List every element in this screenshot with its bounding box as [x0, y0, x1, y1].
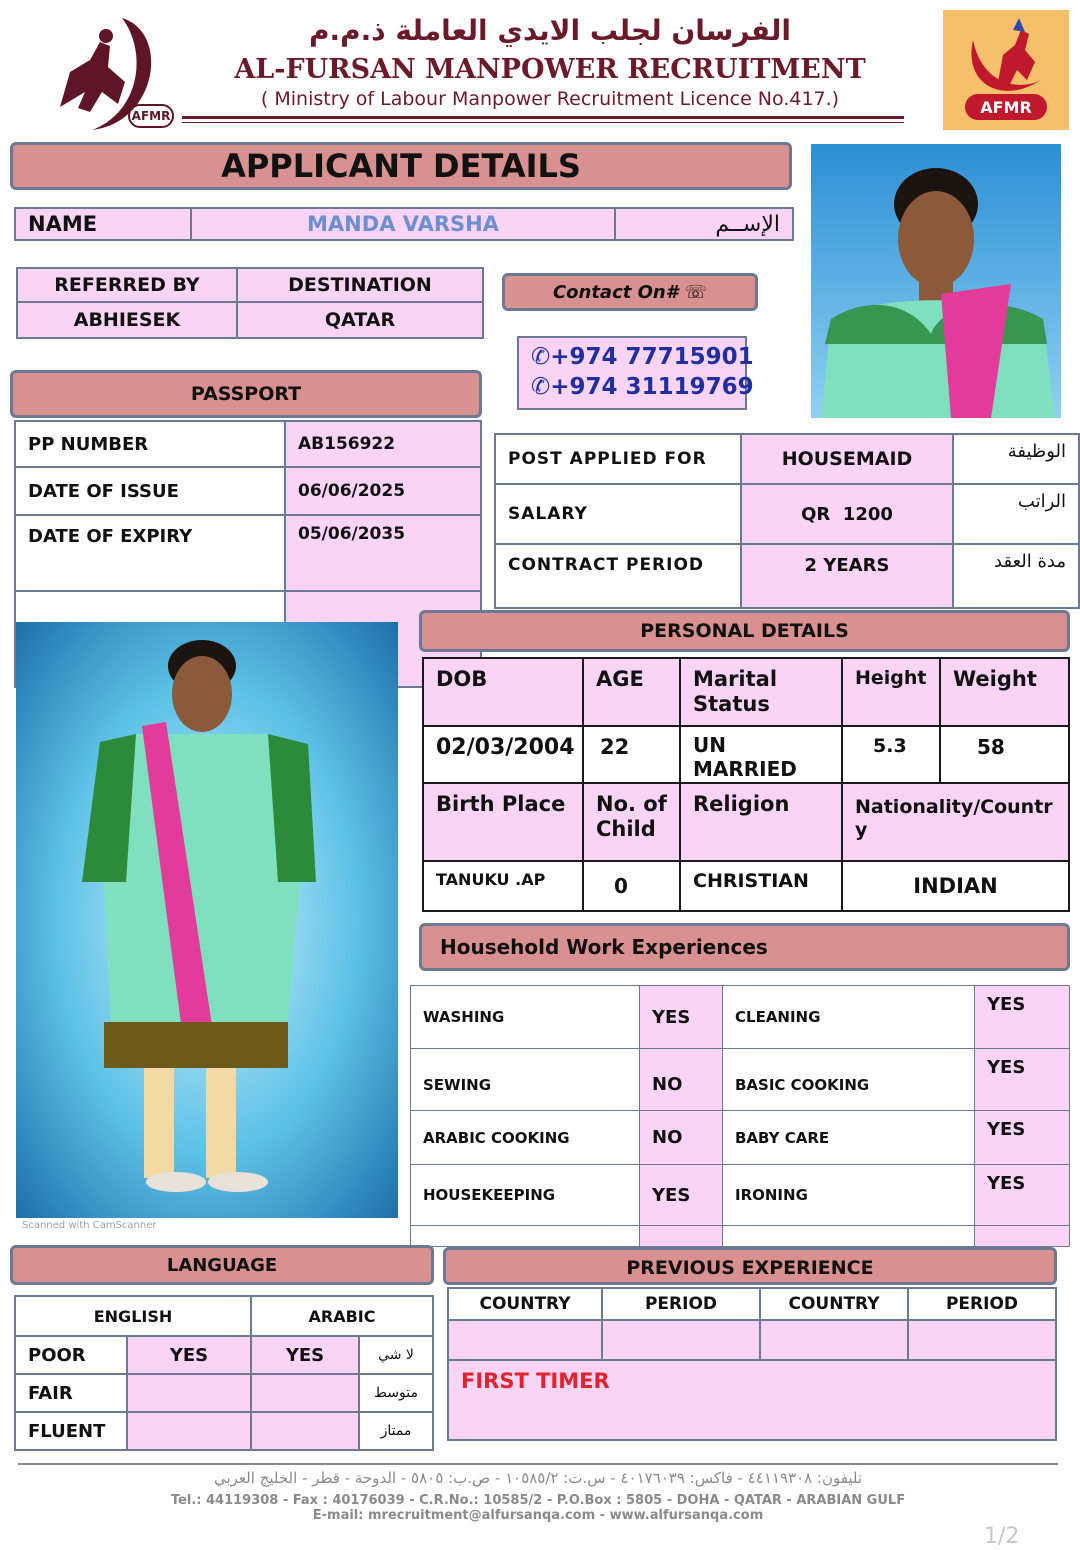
language-fluent-arabic-label: ممتاز: [358, 1411, 434, 1451]
language-poor-label: POOR: [14, 1335, 128, 1375]
household-empty-4: [974, 1225, 1070, 1247]
contact-phone-2[interactable]: ✆+974 31119769: [531, 374, 754, 400]
skill-baby-care-value: YES: [974, 1110, 1070, 1165]
personal-details-title: PERSONAL DETAILS: [419, 610, 1070, 652]
footer-divider: [18, 1463, 1058, 1465]
applicant-name: MANDA VARSHA: [190, 207, 616, 241]
household-empty-3: [722, 1225, 975, 1247]
language-poor-english: YES: [126, 1335, 252, 1375]
weight-value: 58: [939, 725, 1070, 784]
destination-label: DESTINATION: [236, 267, 484, 303]
destination-value: QATAR: [236, 301, 484, 339]
prev-row-cell-4: [907, 1319, 1057, 1361]
skill-housekeeping-label: HOUSEKEEPING: [410, 1164, 640, 1226]
skill-baby-care-label: BABY CARE: [722, 1110, 975, 1165]
logo-badge-right: AFMR: [965, 94, 1047, 120]
prev-country-header-1: COUNTRY: [447, 1287, 603, 1321]
age-value: 22: [582, 725, 681, 784]
prev-period-header-1: PERIOD: [601, 1287, 761, 1321]
logo-badge-left: AFMR: [128, 104, 174, 128]
prev-country-header-2: COUNTRY: [759, 1287, 909, 1321]
applicant-portrait-photo: [811, 144, 1061, 418]
language-fair-arabic-label: متوسط: [358, 1373, 434, 1413]
skill-cleaning-label: CLEANING: [722, 985, 975, 1049]
post-applied-arabic: الوظيفة: [952, 433, 1080, 485]
skill-washing-label: WASHING: [410, 985, 640, 1049]
header-divider-thin: [182, 122, 904, 123]
post-applied-value: HOUSEMAID: [740, 433, 954, 485]
date-of-issue-value: 06/06/2025: [284, 466, 482, 516]
language-fluent-english: [126, 1411, 252, 1451]
contract-period-arabic: مدة العقد: [952, 543, 1080, 609]
height-value: 5.3: [841, 725, 941, 784]
skill-arabic-cooking-label: ARABIC COOKING: [410, 1110, 640, 1165]
dob-value: 02/03/2004: [422, 725, 584, 784]
date-of-issue-label: DATE OF ISSUE: [14, 466, 286, 516]
company-logo-left: [30, 12, 178, 134]
language-title: LANGUAGE: [10, 1245, 434, 1285]
date-of-expiry-value: 05/06/2035: [284, 514, 482, 592]
dob-header: DOB: [422, 657, 584, 727]
birth-place-value: TANUKU .AP: [422, 860, 584, 912]
skill-ironing-value: YES: [974, 1164, 1070, 1226]
prev-row-cell-3: [759, 1319, 909, 1361]
prev-period-header-2: PERIOD: [907, 1287, 1057, 1321]
pp-number-label: PP NUMBER: [14, 420, 286, 468]
applicant-details-title: APPLICANT DETAILS: [10, 142, 792, 190]
language-poor-arabic: YES: [250, 1335, 360, 1375]
religion-value: CHRISTIAN: [679, 860, 843, 912]
contract-period-label: CONTRACT PERIOD: [494, 543, 742, 609]
footer-email-line: E-mail: mrecruitment@alfursanqa.com - www.alfursanqa.com: [312, 1508, 764, 1523]
language-english-header: ENGLISH: [14, 1295, 252, 1337]
skill-housekeeping-value: YES: [639, 1164, 723, 1226]
nationality-value: INDIAN: [841, 860, 1070, 912]
language-fair-arabic: [250, 1373, 360, 1413]
contact-phone-1[interactable]: ✆+974 77715901: [531, 344, 754, 370]
household-empty-2: [639, 1225, 723, 1247]
prev-row-cell-2: [601, 1319, 761, 1361]
previous-experience-title: PREVIOUS EXPERIENCE: [443, 1247, 1057, 1285]
header-divider: [182, 116, 904, 119]
post-applied-label: POST APPLIED FOR: [494, 433, 742, 485]
company-logo-right: [943, 10, 1069, 130]
religion-header: Religion: [679, 782, 843, 862]
salary-arabic: الراتب: [952, 483, 1080, 545]
language-poor-arabic-label: لا شي: [358, 1335, 434, 1375]
skill-basic-cooking-label: BASIC COOKING: [722, 1048, 975, 1111]
contact-title: Contact On# ☏: [502, 273, 758, 311]
marital-status-header: Marital Status: [679, 657, 843, 727]
pp-number-value: AB156922: [284, 420, 482, 468]
contract-period-value: 2 YEARS: [740, 543, 954, 609]
skill-sewing-label: SEWING: [410, 1048, 640, 1111]
first-timer-note: FIRST TIMER: [447, 1359, 1057, 1441]
no-of-child-value: 0: [582, 860, 681, 912]
prev-row-cell-1: [447, 1319, 603, 1361]
name-label: NAME: [14, 207, 192, 241]
language-fluent-label: FLUENT: [14, 1411, 128, 1451]
weight-header: Weight: [939, 657, 1070, 727]
contact-box: [517, 336, 754, 410]
skill-ironing-label: IRONING: [722, 1164, 975, 1226]
skill-basic-cooking-value: YES: [974, 1048, 1070, 1111]
age-header: AGE: [582, 657, 681, 727]
household-title: Household Work Experiences: [419, 923, 1070, 971]
household-empty-1: [410, 1225, 640, 1247]
referred-by-label: REFERRED BY: [16, 267, 238, 303]
company-licence: ( Ministry of Labour Manpower Recruitment Licence No.417.): [260, 88, 840, 110]
date-of-expiry-label: DATE OF EXPIRY: [14, 514, 286, 592]
birth-place-header: Birth Place: [422, 782, 584, 862]
language-fair-label: FAIR: [14, 1373, 128, 1413]
height-header: Height: [841, 657, 941, 727]
camscanner-watermark: Scanned with CamScanner: [22, 1220, 157, 1231]
passport-title: PASSPORT: [10, 370, 482, 418]
language-fluent-arabic: [250, 1411, 360, 1451]
referred-by-value: ABHIESEK: [16, 301, 238, 339]
footer-contact-line: Tel.: 44119308 - Fax : 40176039 - C.R.No.: 10585/2 - P.O.Box : 5805 - DOHA - QATAR - ARABIAN GULF: [170, 1493, 906, 1508]
nationality-header: Nationality/Country: [841, 782, 1070, 862]
language-fair-english: [126, 1373, 252, 1413]
skill-arabic-cooking-value: NO: [639, 1110, 723, 1165]
language-arabic-header: ARABIC: [250, 1295, 434, 1337]
company-english-name: AL-FURSAN MANPOWER RECRUITMENT: [234, 54, 866, 85]
name-arabic-label: الإســم: [614, 207, 794, 241]
company-arabic-name: الفرسان لجلب الايدي العاملة ذ.م.م: [308, 14, 792, 47]
page-number: 1/2: [984, 1524, 1020, 1549]
salary-label: SALARY: [494, 483, 742, 545]
salary-value: QR 1200: [740, 483, 954, 545]
footer-arabic: تليفون: ٤٤١١٩٣٠٨ - فاكس: ٤٠١٧٦٠٣٩ - س.ت: ١٠٥٨٥/٢ - ص.ب: ٥٨٠٥ - الدوحة - قطر - الخليج العربي: [213, 1469, 862, 1487]
skill-sewing-value: NO: [639, 1048, 723, 1111]
skill-cleaning-value: YES: [974, 985, 1070, 1049]
no-of-child-header: No. of Child: [582, 782, 681, 862]
applicant-full-photo: [16, 622, 398, 1218]
skill-washing-value: YES: [639, 985, 723, 1049]
marital-status-value: UN MARRIED: [679, 725, 843, 784]
